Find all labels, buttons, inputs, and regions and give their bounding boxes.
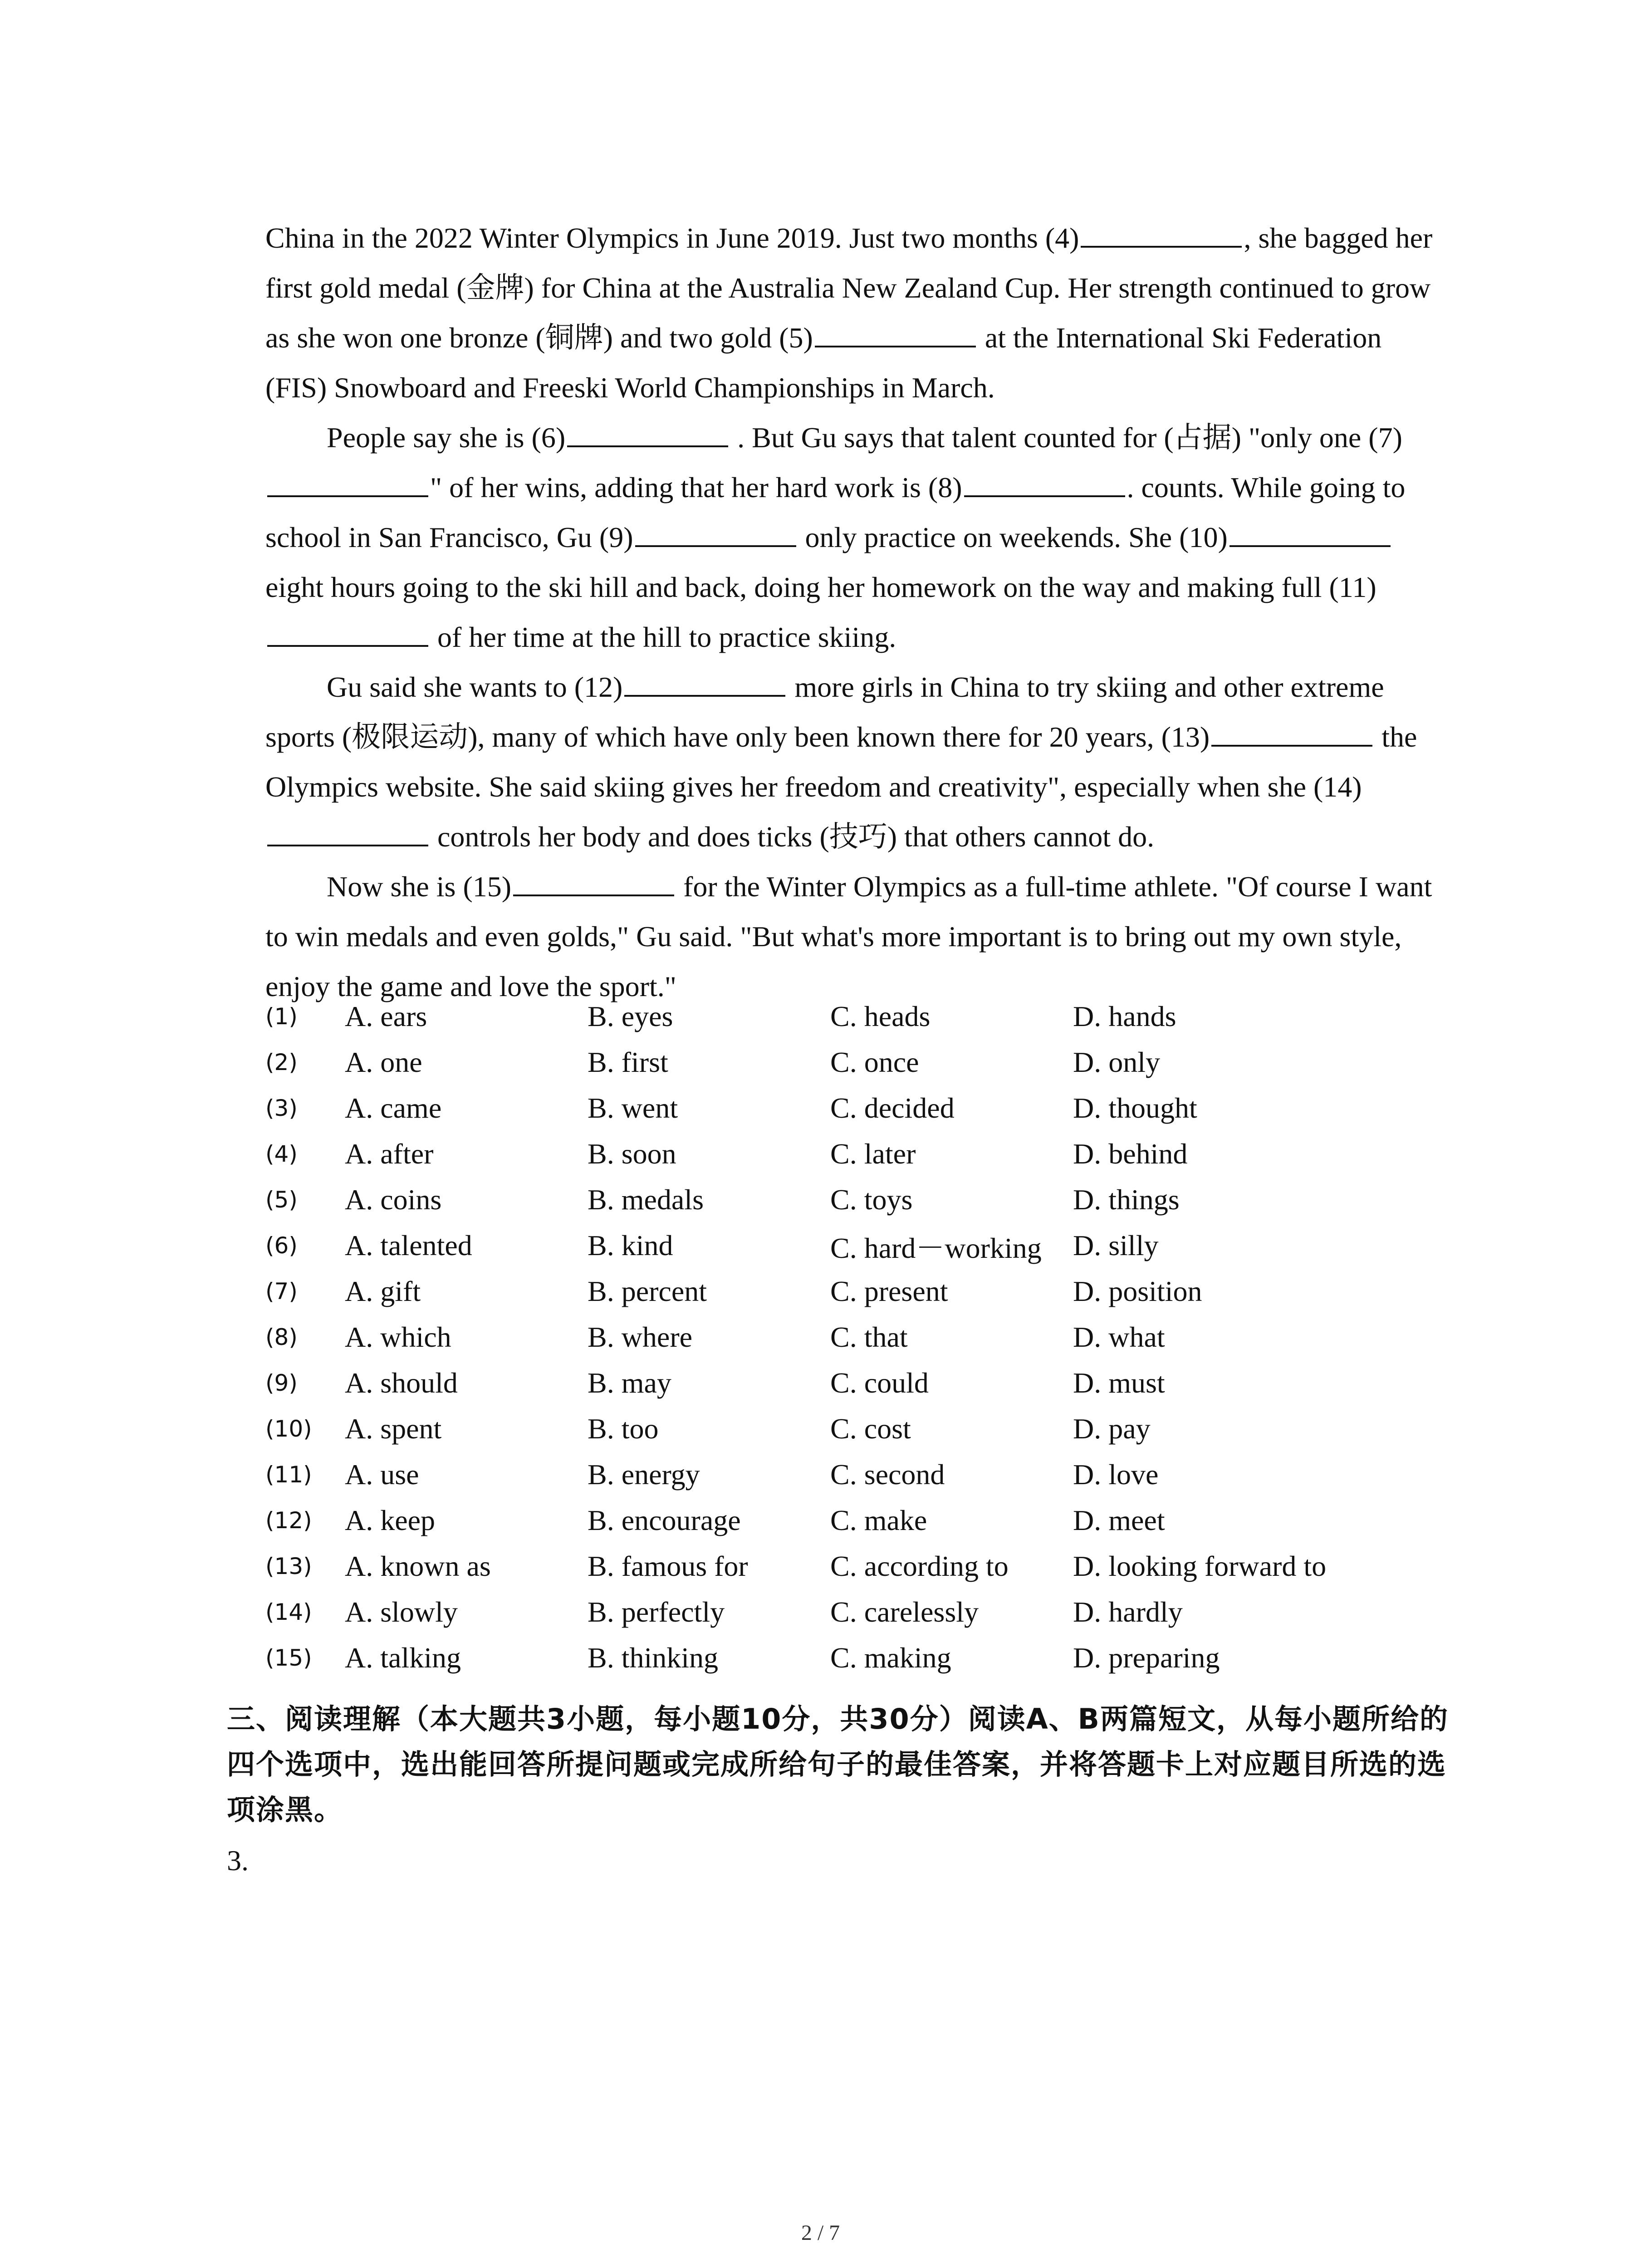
- passage-text: at the International Ski Federation (FIS) Snowboard and Freeski World Championships in March.: [265, 322, 1382, 404]
- option-d: D. hardly: [1073, 1595, 1183, 1628]
- option-row: [265, 1452, 1490, 1497]
- option-b: B. percent: [588, 1275, 707, 1307]
- option-b: B. eyes: [588, 1000, 673, 1032]
- option-c: C. toys: [830, 1183, 913, 1216]
- option-row: [265, 1543, 1490, 1589]
- passage-paragraph-1: [265, 213, 1440, 413]
- option-d: D. what: [1073, 1320, 1165, 1353]
- answer-blank-8: [964, 468, 1125, 497]
- passage-text: for the Winter Olympics as a full-time athlete. "Of course I want to win medals and even golds," Gu said. "But what's more important is to bring out my own style, enjoy the game and love the sport.": [265, 870, 1432, 1002]
- option-c: C. once: [830, 1046, 919, 1078]
- option-row: [265, 1131, 1490, 1177]
- option-c: C. according to: [830, 1549, 1009, 1582]
- answer-blank-9: [635, 518, 796, 547]
- question-number: (5): [265, 1186, 298, 1213]
- option-a: A. should: [345, 1366, 458, 1399]
- passage-paragraph-2: [265, 413, 1440, 662]
- option-a: A. talented: [345, 1229, 472, 1261]
- question-number: (11): [265, 1461, 312, 1488]
- option-row: [265, 1497, 1490, 1543]
- option-c: C. decided: [830, 1091, 955, 1124]
- option-b: B. may: [588, 1366, 671, 1399]
- question-number-label: 3.: [227, 1844, 249, 1877]
- option-row: [265, 1406, 1490, 1452]
- option-a: A. one: [345, 1046, 422, 1078]
- option-c: C. that: [830, 1320, 908, 1353]
- passage-text: only practice on weekends. She (10): [798, 521, 1228, 553]
- option-b: B. went: [588, 1091, 678, 1124]
- option-b: B. kind: [588, 1229, 673, 1261]
- option-c: C. present: [830, 1275, 948, 1307]
- option-c: C. cost: [830, 1412, 911, 1445]
- answer-blank-6: [567, 418, 728, 447]
- option-d: D. thought: [1073, 1091, 1197, 1124]
- option-a: A. talking: [345, 1641, 461, 1674]
- option-c: C. carelessly: [830, 1595, 979, 1628]
- question-number: (10): [265, 1415, 312, 1442]
- question-number: (7): [265, 1278, 298, 1305]
- option-row: [265, 1635, 1490, 1681]
- option-a: A. keep: [345, 1504, 436, 1536]
- question-number: (1): [265, 1003, 298, 1030]
- option-a: A. gift: [345, 1275, 421, 1307]
- option-c: C. making: [830, 1641, 951, 1674]
- option-row: [265, 1085, 1490, 1131]
- option-d: D. pay: [1073, 1412, 1151, 1445]
- answer-blank-14: [267, 817, 428, 846]
- option-b: B. thinking: [588, 1641, 719, 1674]
- option-row: [265, 1589, 1490, 1635]
- option-b: B. soon: [588, 1137, 676, 1170]
- question-number: (14): [265, 1598, 312, 1625]
- option-b: B. famous for: [588, 1549, 748, 1582]
- answer-blank-11: [267, 618, 428, 647]
- option-d: D. things: [1073, 1183, 1180, 1216]
- answer-blank-5: [815, 318, 976, 347]
- question-number: (15): [265, 1644, 312, 1671]
- option-row: [265, 993, 1490, 1039]
- question-number: (3): [265, 1095, 298, 1121]
- option-d: D. hands: [1073, 1000, 1176, 1032]
- option-a: A. slowly: [345, 1595, 458, 1628]
- option-row: [265, 1314, 1490, 1360]
- question-number: (9): [265, 1369, 298, 1396]
- passage-text: controls her body and does ticks (技巧) that others cannot do.: [430, 821, 1155, 853]
- option-b: B. perfectly: [588, 1595, 725, 1628]
- option-b: B. energy: [588, 1458, 700, 1491]
- option-a: A. after: [345, 1137, 434, 1170]
- answer-options-list: [265, 993, 1490, 1681]
- option-c: C. hard－working: [830, 1232, 1042, 1264]
- passage-paragraph-4: [265, 862, 1440, 1012]
- section-heading: 三、阅读理解（本大题共3小题，每小题10分，共30分）阅读A、B两篇短文，从每小题所给的四个选项中，选出能回答所提问题或完成所给句子的最佳答案，并将答题卡上对应题目所选的选项涂黑。: [227, 1702, 1449, 1826]
- option-a: A. use: [345, 1458, 419, 1491]
- option-a: A. ears: [345, 1000, 427, 1032]
- question-number: (13): [265, 1553, 312, 1579]
- option-row: [265, 1360, 1490, 1406]
- passage-text: . But Gu says that talent counted for (占据) "only one (7): [730, 421, 1402, 454]
- passage-text: People say she is (6): [327, 421, 566, 454]
- option-b: B. encourage: [588, 1504, 741, 1536]
- option-a: A. known as: [345, 1549, 491, 1582]
- passage-text: Gu said she wants to (12): [327, 671, 623, 703]
- passage-text: , she bagged her first gold medal (金牌) for China at the Australia New Zealand Cup. Her strength continued to grow as she won one bronze (铜牌) and two gold (5): [265, 222, 1433, 354]
- reading-passage: [265, 213, 1440, 1012]
- option-d: D. meet: [1073, 1504, 1165, 1536]
- page-number: 2 / 7: [801, 2221, 840, 2245]
- option-c: C. make: [830, 1504, 927, 1536]
- passage-text: of her time at the hill to practice skiing.: [430, 621, 896, 653]
- option-row: [265, 1177, 1490, 1222]
- option-b: B. where: [588, 1320, 693, 1353]
- option-b: B. first: [588, 1046, 668, 1078]
- passage-text: the Olympics website. She said skiing gives her freedom and creativity", especially when she (14): [265, 721, 1417, 803]
- option-c: C. later: [830, 1137, 916, 1170]
- passage-text: . counts. While going to school in San Francisco, Gu (9): [265, 471, 1406, 553]
- option-row: [265, 1268, 1490, 1314]
- question-number: (2): [265, 1049, 298, 1075]
- passage-text: more girls in China to try skiing and other extreme sports (极限运动), many of which have only been known there for 20 years, (13): [265, 671, 1384, 753]
- answer-blank-15: [513, 867, 674, 896]
- question-number: (8): [265, 1324, 298, 1350]
- option-d: D. preparing: [1073, 1641, 1220, 1674]
- option-c: C. second: [830, 1458, 945, 1491]
- option-d: D. position: [1073, 1275, 1202, 1307]
- answer-blank-13: [1211, 718, 1372, 747]
- question-number: (4): [265, 1140, 298, 1167]
- option-d: D. only: [1073, 1046, 1160, 1078]
- option-d: D. behind: [1073, 1137, 1188, 1170]
- answer-blank-10: [1230, 518, 1391, 547]
- option-d: D. love: [1073, 1458, 1159, 1491]
- option-d: D. must: [1073, 1366, 1165, 1399]
- passage-paragraph-3: [265, 662, 1440, 862]
- option-a: A. came: [345, 1091, 442, 1124]
- option-d: D. silly: [1073, 1229, 1159, 1261]
- option-a: A. which: [345, 1320, 451, 1353]
- passage-text: " of her wins, adding that her hard work is (8): [430, 471, 962, 503]
- option-b: B. medals: [588, 1183, 704, 1216]
- answer-blank-4: [1081, 219, 1242, 248]
- option-c: C. could: [830, 1366, 929, 1399]
- answer-blank-12: [624, 668, 785, 697]
- question-number: (6): [265, 1232, 298, 1259]
- passage-text: Now she is (15): [327, 870, 512, 903]
- option-b: B. too: [588, 1412, 659, 1445]
- answer-blank-7: [267, 468, 428, 497]
- option-c: C. heads: [830, 1000, 931, 1032]
- option-a: A. coins: [345, 1183, 442, 1216]
- option-row: [265, 1222, 1490, 1268]
- passage-text: eight hours going to the ski hill and back, doing her homework on the way and making full (11): [265, 571, 1376, 603]
- option-a: A. spent: [345, 1412, 442, 1445]
- passage-text: China in the 2022 Winter Olympics in June 2019. Just two months (4): [265, 222, 1079, 254]
- option-row: [265, 1039, 1490, 1085]
- option-d: D. looking forward to: [1073, 1549, 1327, 1582]
- question-number: (12): [265, 1507, 312, 1534]
